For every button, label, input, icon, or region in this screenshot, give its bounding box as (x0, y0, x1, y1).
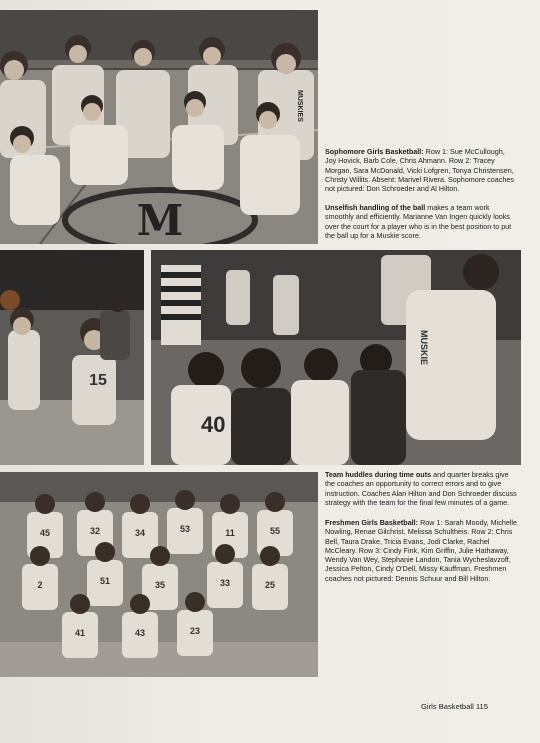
freshmen-player-head (95, 542, 115, 562)
freshmen-player-head (175, 490, 195, 510)
huddles-caption-lead: Team huddles during time outs (325, 470, 432, 479)
ball-handling-action-photo (0, 250, 144, 465)
freshmen-jersey-number: 35 (154, 580, 166, 590)
huddle-jersey-lettering: MUSKIE (419, 330, 429, 366)
unselfish-handling-caption (325, 203, 517, 240)
team-huddle-photo (151, 250, 521, 465)
unselfish-caption-body: makes a team work smoothly and efficiently. Marianne Van Ingen quickly looks over the court for a player who is in the best position to put the ball up for a Muskie score. (325, 203, 512, 240)
sophomore-caption-lead: Sophomore Girls Basketball: (325, 147, 424, 156)
freshmen-player-head (185, 592, 205, 612)
freshmen-player-head (260, 546, 280, 566)
freshmen-player-head (85, 492, 105, 512)
freshmen-player-head (150, 546, 170, 566)
freshmen-jersey-number: 55 (269, 526, 281, 536)
freshmen-caption-lead: Freshmen Girls Basketball: (325, 518, 419, 527)
freshmen-jersey-number: 34 (134, 528, 146, 538)
sophomore-team-photo (0, 10, 318, 244)
sophomore-caption-body: Row 1: Sue McCullough, Joy Hovick, Barb Cole, Chris Ahmann. Row 2: Tracey Morgan, Sara McDonald, Vicki Lofgren, Tonya Christensen, Christy Willits. Absent: Marivel Rivera. Sophomore coaches not pictured: Don Schroeder and Al Hilton. (325, 147, 514, 194)
freshmen-player-head (265, 492, 285, 512)
unselfish-caption-lead: Unselfish handling of the ball (325, 203, 426, 212)
page-folio: Girls Basketball 115 (421, 702, 488, 711)
team-huddles-caption (325, 470, 517, 507)
freshmen-caption (325, 518, 517, 583)
freshmen-jersey-number: 43 (134, 628, 146, 638)
action-jersey-number: 15 (89, 372, 107, 389)
freshmen-player-head (130, 594, 150, 614)
jersey-lettering: MUSKIES (296, 90, 303, 122)
floor-logo-letter: M (136, 196, 184, 244)
freshmen-player-head (30, 546, 50, 566)
freshmen-jersey-number: 41 (74, 628, 86, 638)
freshmen-jersey-number: 33 (219, 578, 231, 588)
huddle-jersey-number: 40 (201, 412, 226, 437)
freshmen-jersey-number: 45 (39, 528, 51, 538)
freshmen-jersey-number: 53 (179, 524, 191, 534)
freshmen-jersey-number: 32 (89, 526, 101, 536)
freshmen-player-head (70, 594, 90, 614)
freshmen-player-head (130, 494, 150, 514)
huddles-caption-body: and quarter breaks give the coaches an opportunity to correct errors and to give instruction. Coaches Alan Hilton and Don Schroeder discuss strategy with the team for the final few minutes of a game. (325, 470, 517, 507)
sophomore-caption (325, 147, 517, 193)
freshmen-team-photo (0, 472, 318, 677)
freshmen-jersey-number: 51 (99, 576, 111, 586)
freshmen-jersey-number: 25 (264, 580, 276, 590)
freshmen-jersey-number: 2 (37, 580, 43, 590)
freshmen-jersey-number: 11 (225, 528, 235, 538)
freshmen-player-head (220, 494, 240, 514)
freshmen-player-head (215, 544, 235, 564)
freshmen-jersey-number: 23 (189, 626, 201, 636)
freshmen-caption-body: Row 1: Sarah Moody, Michelle Nowling, Renae Gilchrist, Melissa Schultheis. Row 2: Chris Bell, Taura Drake, Tricia Evans, Jodi Clarke, Rachel McCleary. Row 3: Cindy Fink, Kim Griffin, Julie Hathaway, Wendy Van Wey, Stephanie Landon, Tania Wycheslavzoff, Jessica Pelton, Cindy O'Dell, Missy Kauffman. Freshmen coaches not pictured: Dennis Schuur and Bill Hilton. (325, 518, 518, 583)
freshmen-player-head (35, 494, 55, 514)
